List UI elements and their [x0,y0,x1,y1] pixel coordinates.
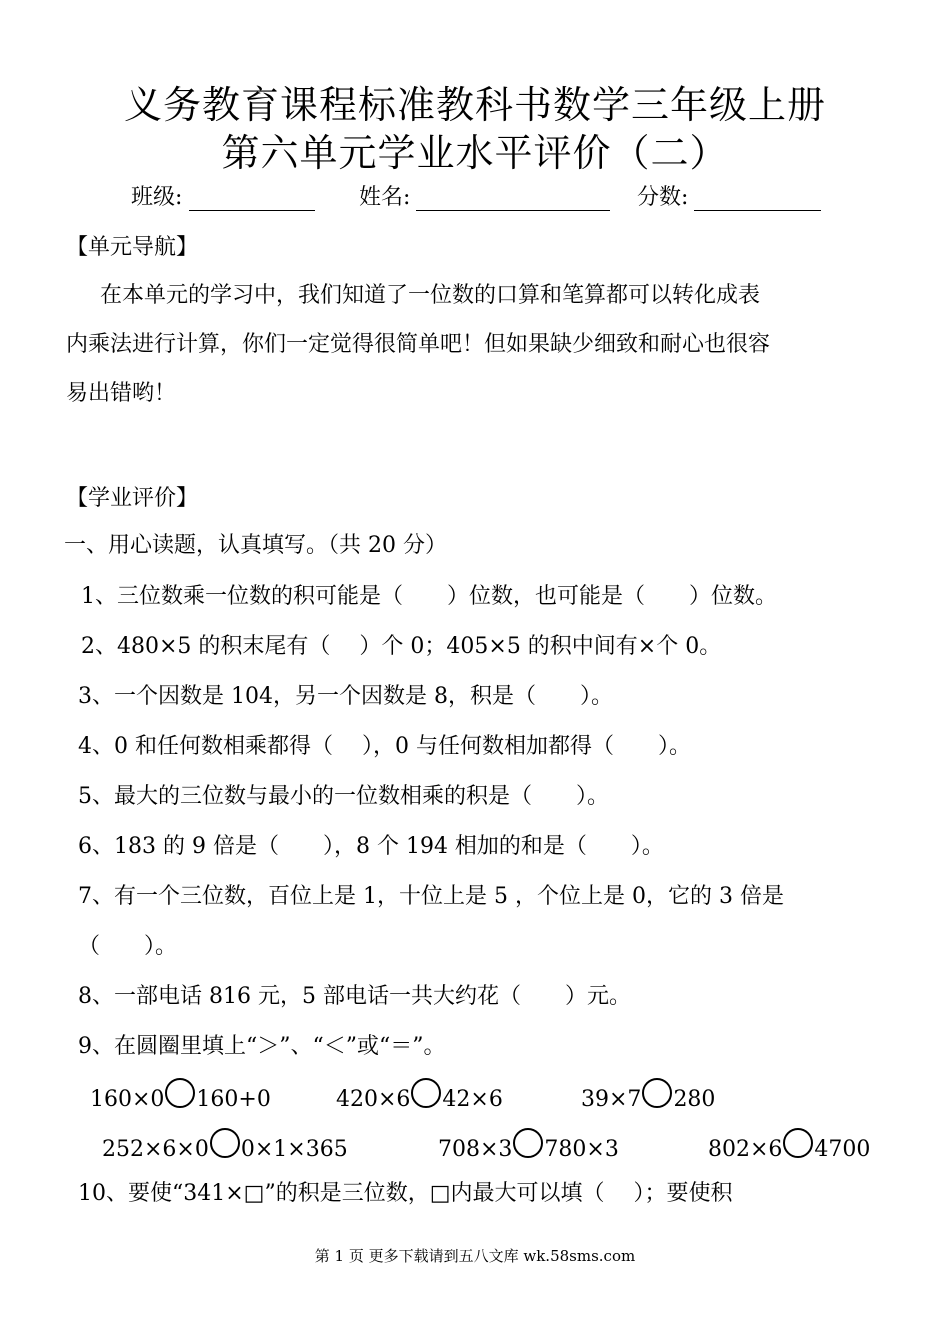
score-blank [694,210,821,211]
unit-nav-line-2: 内乘法进行计算，你们一定觉得很简单吧！但如果缺少细致和耐心也很容 [66,332,771,357]
unit-nav-line-3: 易出错哟！ [66,381,177,406]
part-one-heading: 一、用心读题，认真填写。（共 20 分） [64,533,447,558]
question-7-line-2: （ ）。 [78,934,178,959]
question-4: 4、0 和任何数相乘都得（ ），0 与任何数相加都得（ ）。 [78,734,691,759]
unit-nav-heading: 【单元导航】 [66,235,199,260]
page-footer: 第 1 页 更多下载请到五八文库 wk.58sms.com [314,1247,636,1265]
comparison-item [90,1078,271,1112]
comparison-left: 252×6×0 [102,1137,209,1162]
comparison-circle[interactable] [411,1078,441,1108]
comparison-right: 780×3 [544,1137,619,1162]
name-label: 姓名: [359,185,411,210]
class-label: 班级: [131,185,183,210]
comparison-circle[interactable] [210,1128,240,1158]
student-info-row [0,176,950,216]
question-2: 2、480×5 的积末尾有（ ）个 0；405×5 的积中间有×个 0。 [81,634,722,659]
score-label: 分数: [637,185,689,210]
comparison-left: 708×3 [438,1137,513,1162]
evaluation-heading: 【学业评价】 [66,486,199,511]
document-title-line1: 义务教育课程标准教科书数学三年级上册 [123,83,826,127]
comparison-item [581,1078,715,1112]
comparison-right: 160+0 [196,1087,271,1112]
question-3: 3、一个因数是 104，另一个因数是 8，积是（ ）。 [78,684,613,709]
comparison-circle[interactable] [165,1078,195,1108]
comparison-item [708,1128,870,1162]
unit-nav-paragraph [66,271,890,418]
comparison-item [336,1078,503,1112]
question-6: 6、183 的 9 倍是（ ），8 个 194 相加的和是（ ）。 [78,834,664,859]
comparison-circle[interactable] [513,1128,543,1158]
comparison-right: 0×1×365 [240,1137,348,1162]
comparison-left: 39×7 [581,1087,642,1112]
comparison-right: 4700 [814,1137,871,1162]
question-9: 9、在圆圈里填上“＞”、“＜”或“＝”。 [78,1034,446,1059]
question-10: 10、要使“341×□”的积是三位数，□内最大可以填（ ）；要使积 [78,1181,733,1206]
document-title-line2: 第六单元学业水平评价（二） [221,131,729,175]
question-7-line-1: 7、有一个三位数，百位上是 1，十位上是 5 ，个位上是 0，它的 3 倍是 [78,884,784,909]
question-1: 1、三位数乘一位数的积可能是（ ）位数，也可能是（ ）位数。 [81,584,777,609]
comparison-item [438,1128,619,1162]
comparison-right: 280 [673,1087,716,1112]
comparison-left: 420×6 [336,1087,411,1112]
question-8: 8、一部电话 816 元，5 部电话一共大约花（ ）元。 [78,984,631,1009]
name-blank [416,210,610,211]
comparison-circle[interactable] [642,1078,672,1108]
comparison-left: 160×0 [90,1087,165,1112]
comparison-circle[interactable] [783,1128,813,1158]
comparison-right: 42×6 [442,1087,503,1112]
comparison-item [102,1128,348,1162]
comparison-left: 802×6 [708,1137,783,1162]
class-blank [189,210,315,211]
unit-nav-line-1: 在本单元的学习中，我们知道了一位数的口算和笔算都可以转化成表 [100,283,761,308]
question-5: 5、最大的三位数与最小的一位数相乘的积是（ ）。 [78,784,609,809]
